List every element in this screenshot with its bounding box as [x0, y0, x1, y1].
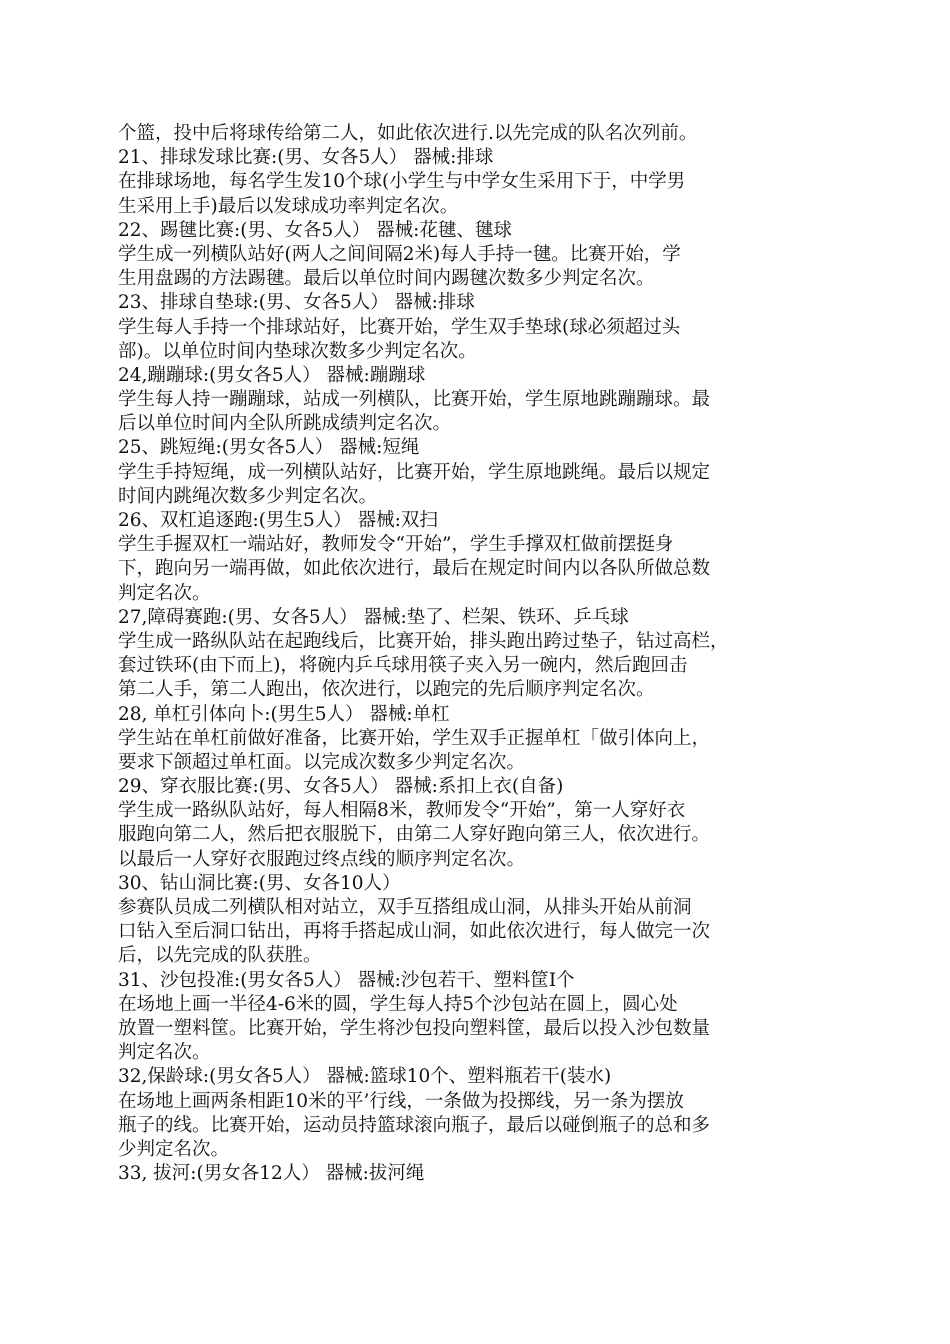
text-line: 服跑向第二人，然后把衣服脱下，由第二人穿好跑向第三人，依次进行。 — [118, 824, 711, 846]
text-line: 个篮，投中后将球传给第二人，如此依次进行.以先完成的队名次列前。 — [118, 123, 698, 144]
text-line: 学生每人手持一个排球站好，比赛开始，学生双手垫球(球必须超过头 — [118, 316, 681, 338]
section-heading-29: 29、穿衣服比赛:(男、女各5人） 器械:系扣上衣(自备) — [118, 776, 564, 798]
text-line: 时间内跳绳次数多少判定名次。 — [118, 485, 378, 507]
text-line: 学生手持短绳，成一列横队站好，比赛开始，学生原地跳绳。最后以规定 — [118, 461, 711, 483]
section-heading-28: 28, 单杠引体向卜:(男生5人） 器械:单杠 — [118, 703, 450, 725]
text-line: 第二人手，第二人跑出，依次进行，以跑完的先后顺序判定名次。 — [118, 679, 655, 701]
section-heading-21: 21、排球发球比赛:(男、女各5人） 器械:排球 — [118, 147, 494, 169]
text-line: 以最后一人穿好衣服跑过终点线的顺序判定名次。 — [118, 848, 526, 870]
section-heading-25: 25、跳短绳:(男女各5人） 器械:短绳 — [118, 437, 420, 459]
section-heading-23: 23、排球自垫球:(男、女各5人） 器械:排球 — [118, 292, 475, 314]
text-line: 学生成一列横队站好(两人之间间隔2米)每人手持一毽。比赛开始，学 — [118, 243, 681, 265]
text-line: 在场地上画两条相距10米的平’行线，一条做为投掷线，另一条为摆放 — [118, 1090, 684, 1112]
text-line: 学生成一路纵队站在起跑线后，比赛开始，排头跑出跨过垫子，钻过高栏， — [118, 630, 729, 652]
text-line: 口钻入至后洞口钻出，再将手搭起成山洞，如此依次进行，每人做完一次 — [118, 921, 711, 943]
text-line: 学生手握双杠一端站好，教师发令“开始”，学生手撑双杠做前摆挺身 — [118, 534, 674, 556]
text-line: 学生成一路纵队站好，每人相隔8米，教师发令“开始”，第一人穿好衣 — [118, 800, 686, 822]
text-line: 放置一塑料筐。比赛开始，学生将沙包投向塑料筐，最后以投入沙包数量 — [118, 1017, 711, 1039]
section-heading-31: 31、沙包投准:(男女各5人） 器械:沙包若干、塑料筐I个 — [118, 969, 575, 991]
text-line: 后，以先完成的队获胜。 — [118, 945, 322, 967]
text-line: 部)。以单位时间内垫球次数多少判定名次。 — [118, 340, 477, 362]
section-heading-32: 32,保龄球:(男女各5人） 器械:篮球10个、塑料瓶若干(装水) — [118, 1066, 612, 1088]
section-heading-27: 27,障碍赛跑:(男、女各5人） 器械:垫了、栏架、铁环、乒乓球 — [118, 606, 629, 628]
section-heading-24: 24,蹦蹦球:(男女各5人） 器械:蹦蹦球 — [118, 364, 426, 386]
section-heading-30: 30、钻山洞比赛:(男、女各10人） — [118, 872, 401, 894]
text-line: 学生站在单杠前做好准备，比赛开始，学生双手正握单杠「做引体向上， — [118, 727, 711, 749]
text-line: 生用盘踢的方法踢毽。最后以单位时间内踢毽次数多少判定名次。 — [118, 268, 655, 290]
text-line: 在场地上画一半径4-6米的圆，学生每人持5个沙包站在圆上，圆心处 — [118, 993, 678, 1015]
text-line: 瓶子的线。比赛开始，运动员持篮球滚向瓶子，最后以碰倒瓶子的总和多 — [118, 1114, 711, 1136]
text-line: 判定名次。 — [118, 1042, 211, 1064]
text-line: 套过铁环(由下而上)，将碗内乒乓球用筷子夹入另一碗内，然后跑回击 — [118, 655, 688, 677]
section-heading-22: 22、踢毽比赛:(男、女各5人） 器械:花毽、毽球 — [118, 219, 512, 241]
section-heading-26: 26、双杠追逐跑:(男生5人） 器械:双扫 — [118, 510, 438, 531]
text-line: 生采用上手)最后以发球成功率判定名次。 — [118, 195, 459, 217]
text-line: 在排球场地，每名学生发10个球(小学生与中学女生采用下于，中学男 — [118, 171, 686, 193]
text-line: 少判定名次。 — [118, 1138, 230, 1160]
text-line: 要求下颌超过单杠面。以完成次数多少判定名次。 — [118, 751, 526, 773]
document-page — [118, 122, 833, 1186]
section-heading-33: 33, 拔河:(男女各12人） 器械:拔河绳 — [118, 1163, 425, 1185]
text-line: 判定名次。 — [118, 582, 211, 604]
text-line: 下，跑向另一端再做，如此依次进行，最后在规定时间内以各队所做总数 — [118, 558, 711, 580]
text-line: 学生每人持一蹦蹦球，站成一列横队，比赛开始，学生原地跳蹦蹦球。最 — [118, 389, 711, 411]
text-line: 后以单位时间内全队所跳成绩判定名次。 — [118, 413, 452, 435]
text-line: 参赛队员成二列横队相对站立，双手互搭组成山洞，从排头开始从前洞 — [118, 897, 692, 918]
